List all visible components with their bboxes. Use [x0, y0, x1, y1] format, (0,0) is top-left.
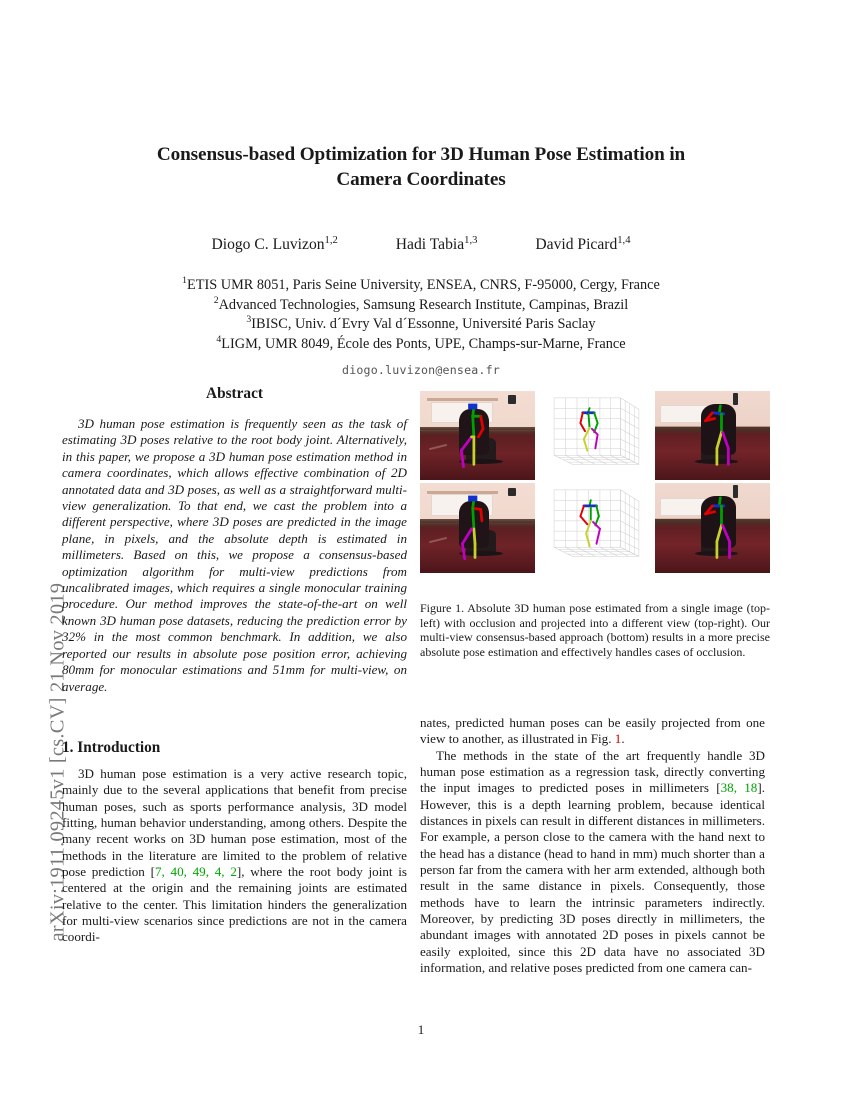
author-1: [211, 236, 337, 254]
title-block: [84, 142, 758, 381]
author-3-name: David Picard: [535, 236, 618, 253]
right-column: [420, 385, 765, 977]
affiliation-2-mark: 2: [213, 294, 219, 306]
author-2-affil-marks: 1,3: [464, 234, 478, 246]
affiliation-2-text: Advanced Technologies, Samsung Research Institute, Campinas, Brazil: [218, 296, 629, 313]
affiliation-2: [84, 296, 758, 316]
figure-reference-1-dup[interactable]: 1: [614, 731, 622, 747]
introduction-paragraph-1-continued: [420, 715, 765, 748]
affiliation-list: [84, 276, 758, 381]
affiliation-4: [84, 335, 758, 355]
arxiv-stamp-text: arXiv:1911.09245v1 [cs.CV] 21 Nov 2019: [46, 582, 69, 942]
intro-p1-part-b: ], where the root body joint is centered at the origin and the remaining joints are estimated relative to the center. This limitation hinders the generalization for multi-view scenarios since predictions are not in the camera coordi-: [62, 863, 408, 945]
figure-1-caption-label: Figure 1.: [420, 601, 465, 615]
affiliation-1-text: ETIS UMR 8051, Paris Seine University, ENSEA, CNRS, F-95000, Cergy, France: [187, 277, 660, 293]
author-3-affil-marks: 1,4: [617, 234, 631, 246]
introduction-paragraph-1: [62, 766, 407, 946]
affiliation-1-mark: 1: [182, 275, 187, 287]
right-column-figure-spacer: [420, 385, 765, 715]
affiliation-4-mark: 4: [216, 333, 222, 345]
intro-p1-continued-text: nates, predicted human poses can be easily projected from one view to another, as illustrated in Fig.: [420, 715, 765, 747]
abstract-heading: Abstract: [206, 385, 263, 402]
affiliation-3-mark: 3: [246, 314, 252, 326]
page-title: Consensus-based Optimization for 3D Human Pose Estimation in Camera Coordinates: [156, 144, 686, 190]
intro-p2-part-a: The methods in the state of the art frequently handle 3D human pose estimation as a regression task, directly converting the input images to predicted poses in millimeters [: [420, 747, 765, 796]
citation-group-2[interactable]: 38, 18: [720, 780, 758, 796]
citation-group-1[interactable]: 7, 40, 49, 4, 2: [154, 863, 237, 879]
author-1-affil-marks: 1,2: [324, 234, 338, 246]
section-heading-introduction: 1. Introduction: [62, 738, 161, 756]
affiliation-4-text: LIGM, UMR 8049, École des Ponts, UPE, Champs-sur-Marne, France: [221, 335, 626, 352]
author-3: [535, 236, 630, 254]
arxiv-stamp: [0, 0, 69, 1100]
affiliation-3: [84, 315, 758, 335]
intro-p1-part-a: 3D human pose estimation is a very active research topic, mainly due to the several applications that benefit from precise human poses, such as sports performance analysis, 3D model fitting, human behavior understanding, among others. Despite the many recent works on 3D human pose estimation, most of the methods in the literature are limited to the problem of relative pose prediction [: [62, 765, 407, 879]
figure-1-caption-text: Absolute 3D human pose estimated from a single image (top-left) with occlusion and projected into a different view (top-right). Our multi-view consensus-based approach (bottom) results in a more precise absolute pose estimation and effectively handles cases of occlusion.: [420, 601, 770, 659]
affiliation-3-text: IBISC, Univ. d´Evry Val d´Essonne, Université Paris Saclay: [251, 316, 596, 332]
author-2: [396, 236, 478, 254]
two-column-body: [62, 385, 780, 1045]
left-column: [62, 385, 407, 946]
abstract-body: 3D human pose estimation is frequently seen as the task of estimating 3D poses relative to the root body joint. Alternatively, in this paper, we propose a 3D human pose estimation method in camera coordinates, which allows effective combination of 2D annotated data and 3D poses, as well as a straightforward multi-view generalization. To that end, we cast the problem into a different perspective, where 3D poses are predicted in the image plane, in pixels, and the absolute depth is estimated in millimeters. Based on this, we propose a consensus-based optimization algorithm for multi-view predictions from uncalibrated images, which requires a single monocular training procedure. Our method improves the state-of-the-art on well known 3D human pose datasets, reducing the prediction error by 32% in the most common benchmark. In addition, we also reported our results in absolute pose position error, achieving 80mm for monocular estimations and 51mm for multi-view, on average.: [62, 416, 407, 694]
intro-p1-continued-end: .: [621, 731, 625, 747]
paper-page: [62, 0, 780, 1100]
intro-p2-part-b: ]. However, this is a depth learning problem, because identical distances in pixels can result in different distances in millimeters. For example, a person close to the camera with the hand next to the head has a distance (head to hand in mm) much shorter than a person far from the camera with her arm extended, although both result in the same distance in pixels. Consequently, those methods have to learn the intrinsic parameters indirectly. Moreover, by predicting 3D poses directly in millimeters, the abundant images with annotated 2D poses in pixels cannot be easily exploited, since this 2D data have no associated 3D information, and relative poses predicted from one camera can-: [420, 780, 765, 976]
page-number: 1: [417, 1022, 425, 1037]
author-2-name: Hadi Tabia: [395, 236, 465, 253]
affiliation-1: [84, 276, 758, 296]
author-1-name: Diogo C. Luvizon: [211, 236, 325, 253]
introduction-paragraph-2: [420, 748, 765, 977]
author-list: [84, 236, 758, 254]
contact-email[interactable]: diogo.luvizon@ensea.fr: [342, 363, 500, 377]
